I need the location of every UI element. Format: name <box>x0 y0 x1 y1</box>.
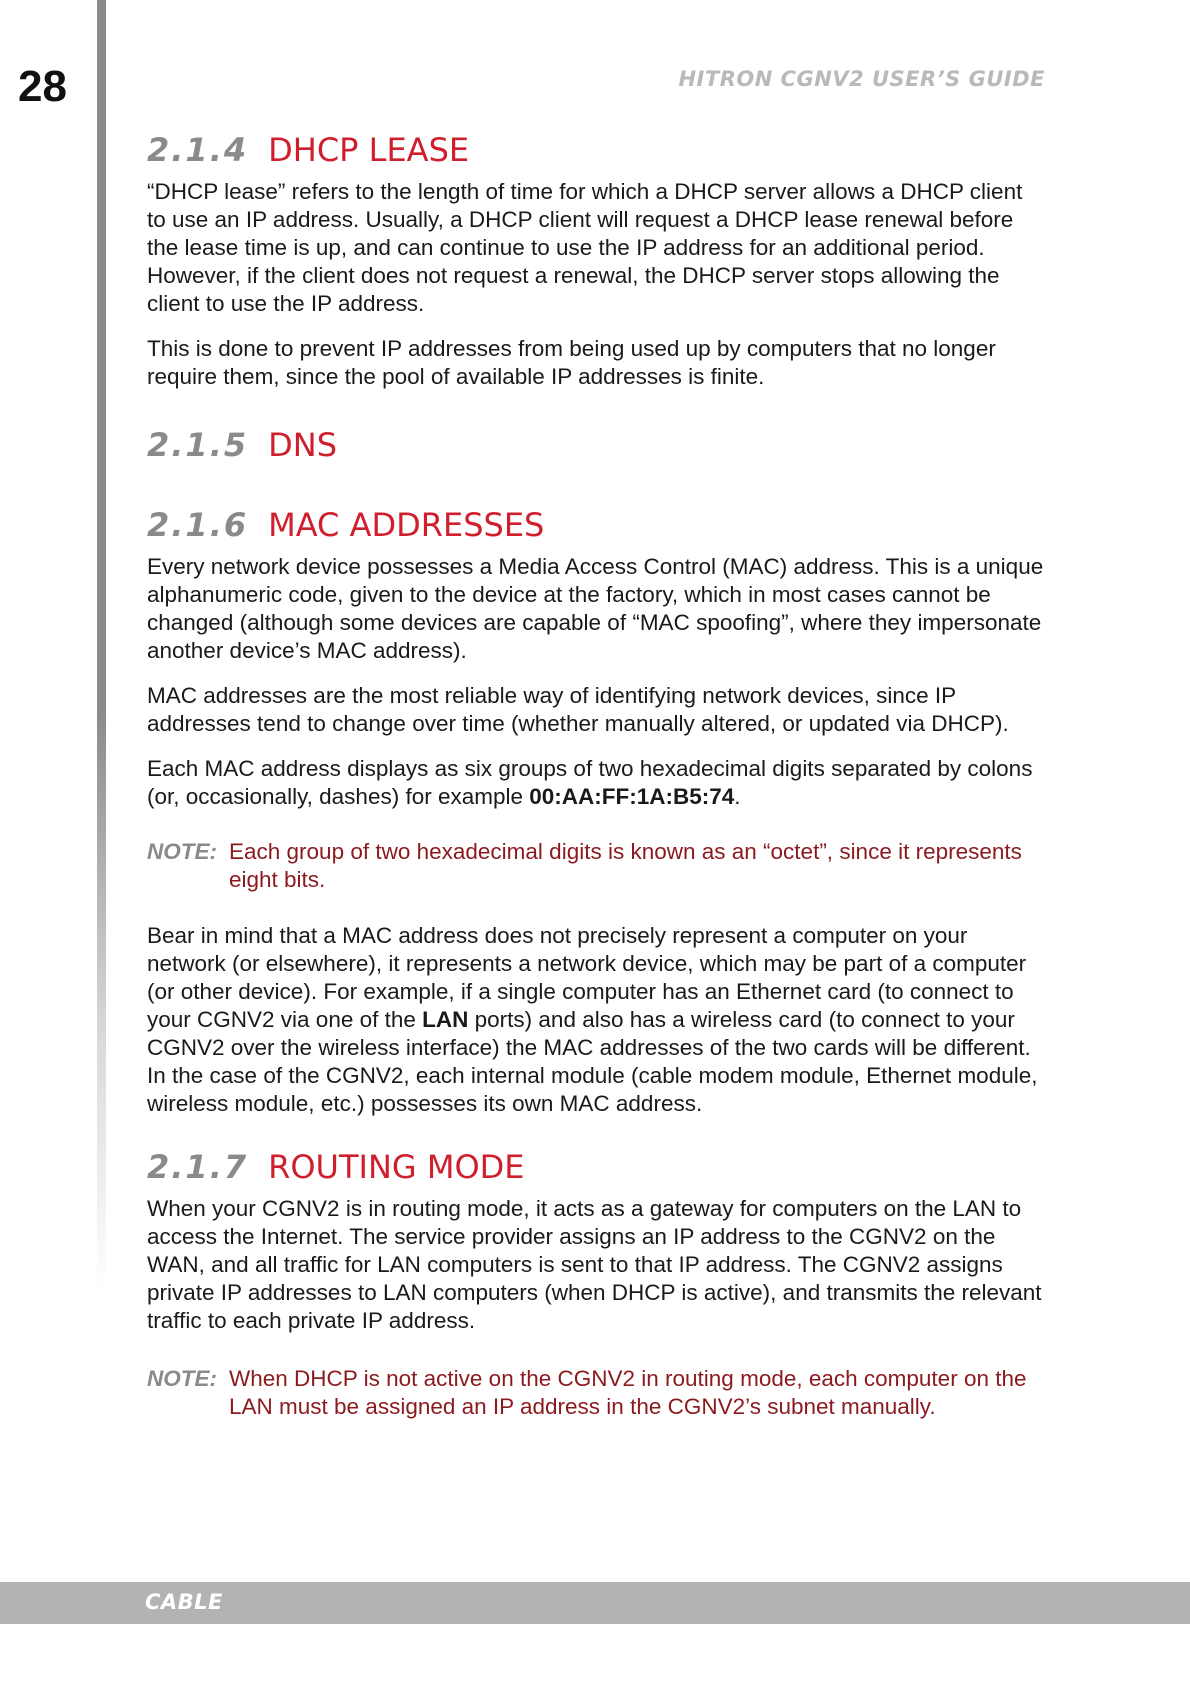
section-number: 2.1.6 <box>147 506 249 544</box>
section-number: 2.1.4 <box>147 131 249 169</box>
note-octet <box>147 838 1047 894</box>
page-number: 28 <box>18 62 67 111</box>
mac-example-address: 00:AA:FF:1A:B5:74 <box>529 784 735 809</box>
mac-p4-tail: ports) and also has a wireless card (to connect to your CGNV2 over the wireless interface) the MAC addresses of the two cards will be different. In the case of the CGNV2, each internal module (cable modem module, Ethernet module, wireless module, etc.) possesses its own MAC address. <box>147 1007 1038 1116</box>
note-label: NOTE: <box>147 839 217 864</box>
section-heading-dhcp-lease <box>147 130 1047 170</box>
mac-example-lead: Each MAC address displays as six groups of two hexadecimal digits separated by colons (or, occasionally, dashes) for example <box>147 756 1033 809</box>
page-content <box>147 130 1047 1421</box>
note-label: NOTE: <box>147 1366 217 1391</box>
note-text: Each group of two hexadecimal digits is known as an “octet”, since it represents eight bits. <box>229 839 1022 892</box>
paragraph-dhcp-lease-2: This is done to prevent IP addresses from being used up by computers that no longer require them, since the pool of available IP addresses is finite. <box>147 336 996 389</box>
section-title: ROUTING MODE <box>268 1148 525 1186</box>
mac-p4-lead: Bear in mind that a MAC address does not precisely represent a computer on your network (or elsewhere), it represents a network device, which may be part of a computer (or other device). For example, if a single computer has an Ethernet card (to connect to your CGNV2 via one of the <box>147 923 1027 1032</box>
section-title: DHCP LEASE <box>268 131 470 169</box>
paragraph-mac-2: MAC addresses are the most reliable way of identifying network devices, since IP addresses tend to change over time (whether manually altered, or updated via DHCP). <box>147 683 1009 736</box>
note-routing-dhcp <box>147 1365 1047 1421</box>
paragraph-mac-3 <box>147 755 1047 811</box>
section-heading-mac-addresses <box>147 505 1047 545</box>
section-title: DNS <box>268 426 337 464</box>
paragraph-routing-1: When your CGNV2 is in routing mode, it acts as a gateway for computers on the LAN to access the Internet. The service provider assigns an IP address to the CGNV2 on the WAN, and all traffic for LAN computers is sent to that IP address. The CGNV2 assigns private IP addresses to LAN computers (when DHCP is active), and transmits the relevant traffic to each private IP address. <box>147 1196 1042 1333</box>
section-number: 2.1.5 <box>147 426 249 464</box>
footer-label: CABLE <box>145 1590 223 1614</box>
section-heading-dns <box>147 425 1047 465</box>
footer-bar <box>0 1582 1190 1624</box>
section-heading-routing-mode <box>147 1147 1047 1187</box>
side-bar-decoration <box>97 0 106 1290</box>
paragraph-mac-4 <box>147 922 1047 1118</box>
paragraph-dhcp-lease-1: “DHCP lease” refers to the length of time for which a DHCP server allows a DHCP client to use an IP address. Usually, a DHCP client will request a DHCP lease renewal before the lease time is up, and can continue to use the IP address for an additional period. However, if the client does not request a renewal, the DHCP server stops allowing the client to use the IP address. <box>147 179 1023 316</box>
mac-example-tail: . <box>734 784 741 809</box>
note-text: When DHCP is not active on the CGNV2 in routing mode, each computer on the LAN must be assigned an IP address in the CGNV2’s subnet manually. <box>229 1366 1027 1419</box>
running-header: HITRON CGNV2 USER’S GUIDE <box>678 67 1045 91</box>
section-number: 2.1.7 <box>147 1148 249 1186</box>
lan-label: LAN <box>422 1007 469 1032</box>
section-title: MAC ADDRESSES <box>268 506 545 544</box>
paragraph-mac-1: Every network device possesses a Media Access Control (MAC) address. This is a unique alphanumeric code, given to the device at the factory, which in most cases cannot be changed (although some devices are capable of “MAC spoofing”, where they impersonate another device’s MAC address). <box>147 554 1044 663</box>
